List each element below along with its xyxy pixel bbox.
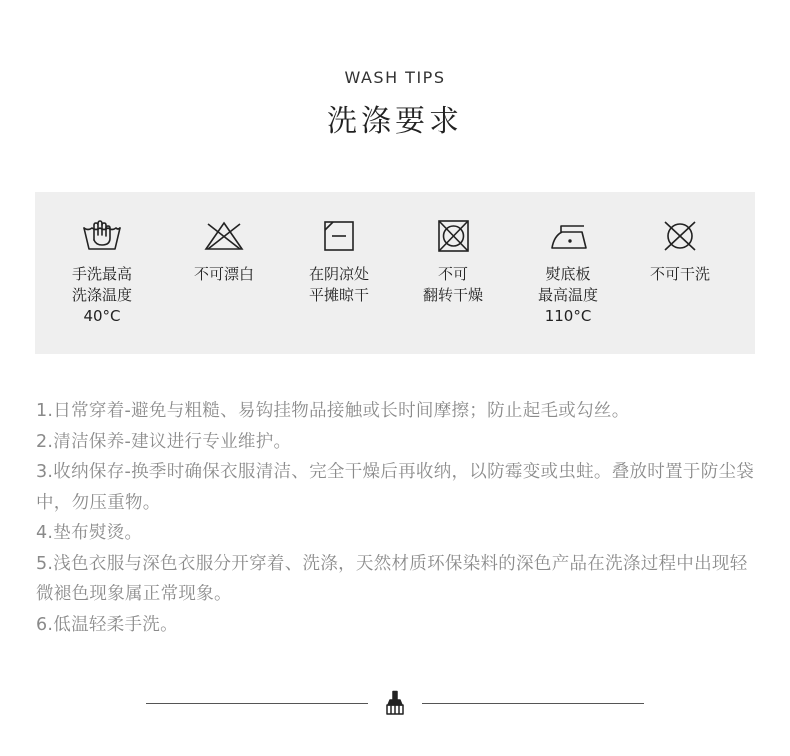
divider-left: [146, 703, 368, 704]
care-tips-list: [36, 396, 756, 640]
tip-item: 1.日常穿着-避免与粗糙、易钩挂物品接触或长时间摩擦；防止起毛或勾丝。: [36, 401, 630, 421]
tip-item: 6.低温轻柔手洗。: [36, 614, 178, 635]
care-symbol-label: 不可漂白: [193, 265, 254, 283]
no-bleach-icon: [202, 218, 246, 254]
brush-icon: [384, 690, 406, 716]
care-symbol-label: 不可 翻转干燥: [422, 265, 483, 304]
care-symbol-iron: [511, 218, 625, 327]
care-symbols-panel: [35, 192, 755, 354]
tip-item: 4.垫布熨烫。: [36, 523, 143, 543]
tip-item: 5.浅色衣服与深色衣服分开穿着、洗涤，天然材质环保染料的深色产品在洗涤过程中出现轻微褪色现象属正常现象。: [36, 553, 748, 604]
care-symbol-label: 在阴凉处 平摊晾干: [308, 265, 369, 304]
care-symbol-label: 不可干洗: [649, 265, 710, 283]
care-symbol-dry-flat: [282, 218, 396, 306]
no-dry-clean-icon: [658, 218, 702, 254]
care-symbol-label: 手洗最高 洗涤温度 40°C: [71, 265, 132, 325]
page-title: 洗涤要求: [327, 104, 463, 139]
care-symbol-label: 熨底板 最高温度 110°C: [537, 265, 598, 325]
care-symbol-no-tumble-dry: [396, 218, 510, 306]
tip-item: 3.收纳保存-换季时确保衣服清洁、完全干燥后再收纳，以防霉变或虫蛀。叠放时置于防尘袋中，勿压重物。: [36, 462, 755, 513]
hand-wash-icon: [80, 218, 124, 254]
iron-icon: [546, 218, 590, 254]
care-symbol-hand-wash: [45, 218, 159, 327]
care-symbol-no-bleach: [167, 218, 281, 285]
divider-right: [422, 703, 644, 704]
no-tumble-dry-icon: [431, 218, 475, 254]
eyebrow-title: WASH TIPS: [344, 68, 446, 87]
shade-dry-flat-icon: [317, 218, 361, 254]
care-symbol-no-dry-clean: [623, 218, 737, 285]
tip-item: 2.清洁保养-建议进行专业维护。: [36, 431, 292, 452]
